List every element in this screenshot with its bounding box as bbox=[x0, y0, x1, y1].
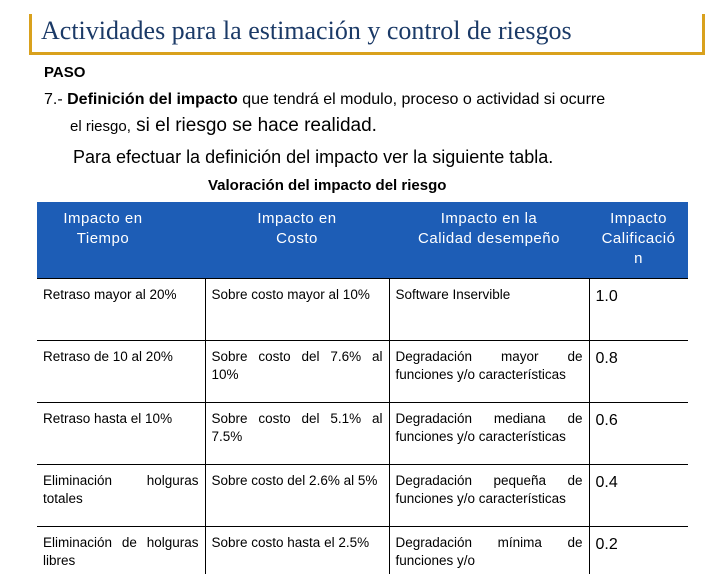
cell-costo: Sobre costo mayor al 10% bbox=[205, 279, 389, 341]
table-row bbox=[37, 465, 688, 527]
impact-table bbox=[37, 202, 688, 574]
cell-calidad: Degradación mediana de funciones y/o características bbox=[389, 403, 589, 465]
cell-calidad: Degradación mínima de funciones y/o bbox=[389, 527, 589, 574]
header-line: Calificació bbox=[602, 230, 676, 247]
step-label: PASO bbox=[44, 64, 85, 81]
header-calificacion bbox=[589, 202, 688, 279]
title-frame bbox=[29, 14, 705, 55]
header-line: Impacto bbox=[610, 210, 667, 227]
table-caption: Valoración del impacto del riesgo bbox=[208, 177, 446, 194]
cell-costo: Sobre costo del 5.1% al 7.5% bbox=[205, 403, 389, 465]
page-title: Actividades para la estimación y control de riesgos bbox=[41, 16, 572, 46]
step-bold-term: Definición del impacto bbox=[67, 91, 238, 108]
calificacion-value: 0.6 bbox=[596, 412, 618, 430]
header-line: Calidad desempeño bbox=[418, 230, 560, 247]
table-row bbox=[37, 403, 688, 465]
paragraph-continuation bbox=[70, 115, 377, 137]
step-text: que tendrá el modulo, proceso o actividad si ocurre bbox=[238, 91, 605, 108]
header-line: Impacto en la bbox=[441, 210, 538, 227]
header-line: Costo bbox=[276, 230, 318, 247]
table-row bbox=[37, 527, 688, 574]
cell-calificacion bbox=[589, 527, 688, 574]
cell-calidad: Degradación pequeña de funciones y/o características bbox=[389, 465, 589, 527]
cell-tiempo: Retraso de 10 al 20% bbox=[37, 341, 205, 403]
header-impacto-tiempo bbox=[37, 202, 205, 279]
cell-costo: Sobre costo del 2.6% al 5% bbox=[205, 465, 389, 527]
table-row bbox=[37, 341, 688, 403]
cell-tiempo: Eliminación de holguras libres bbox=[37, 527, 205, 574]
calificacion-value: 0.8 bbox=[596, 350, 618, 368]
cell-calificacion bbox=[589, 403, 688, 465]
cell-costo: Sobre costo hasta el 2.5% bbox=[205, 527, 389, 574]
calificacion-value: 0.2 bbox=[596, 536, 618, 554]
step-number: 7.- bbox=[44, 91, 67, 108]
header-impacto-costo bbox=[205, 202, 389, 279]
table-row bbox=[37, 279, 688, 341]
cell-tiempo: Retraso mayor al 20% bbox=[37, 279, 205, 341]
header-line: n bbox=[634, 250, 643, 267]
cell-calidad: Degradación mayor de funciones y/o características bbox=[389, 341, 589, 403]
header-line: Impacto en bbox=[63, 210, 142, 227]
cell-costo: Sobre costo del 7.6% al 10% bbox=[205, 341, 389, 403]
calificacion-value: 1.0 bbox=[596, 288, 618, 306]
cell-calificacion bbox=[589, 465, 688, 527]
paragraph-table-reference: Para efectuar la definición del impacto ver la siguiente tabla. bbox=[73, 147, 553, 168]
cell-tiempo: Eliminación holguras totales bbox=[37, 465, 205, 527]
header-impacto-calidad bbox=[389, 202, 589, 279]
cell-tiempo: Retraso hasta el 10% bbox=[37, 403, 205, 465]
cell-calificacion bbox=[589, 279, 688, 341]
cell-calificacion bbox=[589, 341, 688, 403]
header-line: Tiempo bbox=[77, 230, 129, 247]
calificacion-value: 0.4 bbox=[596, 474, 618, 492]
cell-calidad: Software Inservible bbox=[389, 279, 589, 341]
paragraph-step-7 bbox=[44, 91, 605, 109]
table-header-row bbox=[37, 202, 688, 279]
continuation-small-text: el riesgo, bbox=[70, 118, 131, 135]
continuation-large-text: si el riesgo se hace realidad. bbox=[131, 115, 377, 136]
header-line: Impacto en bbox=[257, 210, 336, 227]
